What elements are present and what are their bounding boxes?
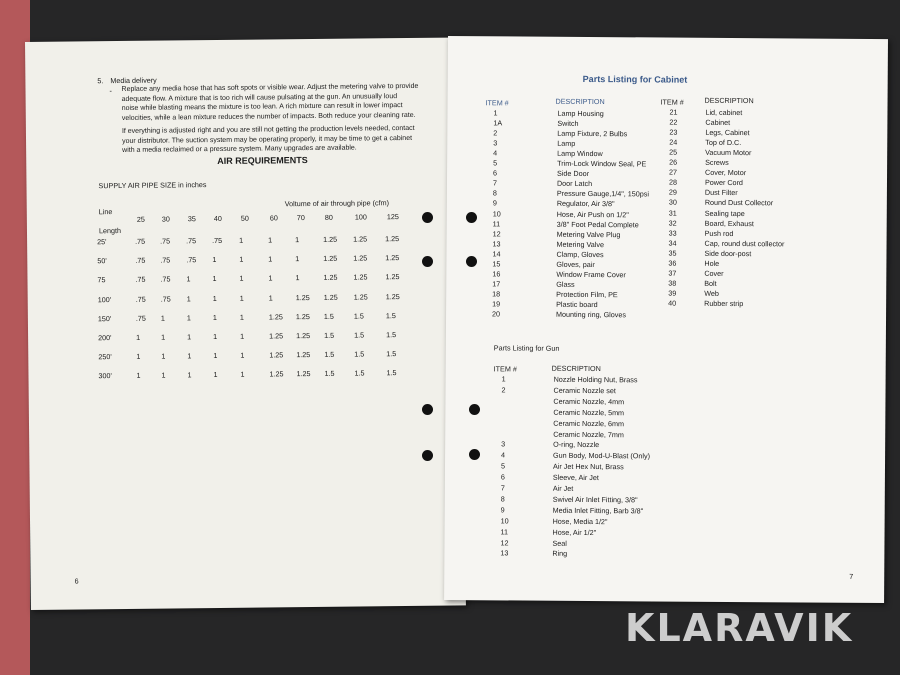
item-description: Glass [556, 279, 575, 289]
upgrade-paragraph [122, 124, 415, 156]
item-description: Ceramic Nozzle, 4mm [553, 396, 625, 407]
pipe-size-cell: 1.25 [269, 369, 284, 379]
cfm-header-cell: 100 [354, 212, 367, 222]
item-number: 1 [501, 374, 506, 384]
item-description: Media Inlet Fitting, Barb 3/8" [552, 505, 644, 516]
pipe-size-cell: .75 [186, 255, 197, 265]
length-label: Length [98, 226, 122, 236]
item-description: Sealing tape [704, 208, 745, 218]
pipe-size-cell: 1.5 [323, 311, 334, 321]
item-description: Top of D.C. [705, 137, 742, 148]
bullet-line: noise while blasting means the mixture is too lean. A rich mixture can result in lower impact [121, 102, 403, 112]
item-number: 39 [668, 288, 677, 298]
pipe-size-cell: 1 [213, 332, 218, 342]
pipe-size-cell: 1 [240, 370, 245, 380]
item-number: 40 [668, 298, 677, 308]
item-description: Swivel Air Inlet Fitting, 3/8" [552, 494, 638, 505]
length-cell: 150' [97, 313, 112, 324]
cabinet-desc-header-right: DESCRIPTION [704, 95, 754, 106]
cabinet-parts-title: Parts Listing for Cabinet [582, 73, 688, 85]
pipe-size-cell: .75 [160, 255, 171, 265]
item-description: Ring [552, 549, 568, 559]
item-number: 34 [668, 238, 677, 248]
cfm-header-cell: 40 [213, 213, 222, 224]
cfm-header-cell: 50 [240, 213, 249, 223]
pipe-size-cell: 1.25 [296, 331, 311, 341]
pipe-size-cell: 1 [239, 274, 244, 284]
pipe-size-cell: 1 [268, 273, 273, 283]
pipe-size-cell: 1.25 [295, 292, 310, 302]
item-description: Vacuum Motor [705, 147, 752, 158]
pipe-size-cell: 1 [268, 254, 273, 264]
item-description: Side door-post [704, 248, 752, 258]
pipe-size-cell: .75 [135, 255, 146, 266]
pipe-size-cell: 1.25 [296, 350, 311, 360]
item-number: 6 [500, 472, 505, 482]
item-description: Lamp Window [557, 148, 603, 159]
pipe-size-cell: 1.25 [296, 369, 311, 379]
item-description: Air Jet Hex Nut, Brass [552, 461, 624, 472]
pipe-size-cell: 1 [187, 370, 192, 380]
pipe-size-cell: 1 [186, 274, 191, 284]
pipe-size-cell: 1 [239, 293, 244, 303]
item-number: 18 [492, 289, 501, 299]
cfm-header-cell: 80 [324, 212, 333, 222]
item-description: Switch [557, 118, 579, 128]
binder-hole [422, 404, 433, 415]
item-number: 31 [668, 208, 677, 218]
item-description: Trim-Lock Window Seal, PE [557, 159, 647, 169]
section-number: 5. [97, 76, 104, 86]
item-description: Nozzle Holding Nut, Brass [553, 374, 638, 385]
pipe-size-cell: 1 [240, 350, 245, 360]
pipe-size-cell: 1 [213, 351, 218, 361]
cfm-header-cell: 30 [161, 214, 170, 224]
pipe-size-cell: 1 [187, 332, 192, 342]
pipe-size-cell: 1.25 [269, 331, 284, 341]
item-number: 7 [492, 178, 498, 188]
bullet-paragraph [121, 82, 418, 123]
item-number: 33 [668, 228, 677, 238]
item-number: 12 [500, 537, 509, 547]
pipe-size-cell: 1 [136, 332, 141, 342]
pipe-size-cell: 1 [186, 313, 191, 323]
pipe-size-cell: 1 [161, 351, 166, 361]
item-number: 28 [668, 177, 678, 187]
pipe-size-cell: 1.25 [295, 311, 310, 321]
pipe-size-cell: 1.25 [269, 350, 284, 360]
item-description: Metering Valve Plug [556, 229, 621, 239]
item-number: 23 [669, 127, 678, 137]
item-description: Seal [552, 538, 567, 548]
pipe-size-cell: 1.25 [323, 273, 338, 283]
item-number: 24 [669, 137, 678, 147]
pipe-size-cell: 1 [136, 351, 141, 362]
item-number: 27 [669, 167, 678, 177]
item-description: Hose, Air 1/2" [552, 527, 597, 537]
item-number: 2 [493, 128, 498, 138]
item-description: Ceramic Nozzle, 6mm [553, 418, 625, 428]
cfm-header-cell: 35 [187, 214, 196, 224]
length-cell: 250' [98, 352, 112, 362]
pipe-size-cell: 1 [268, 235, 273, 245]
paragraph-line: with a media reclaimed or a pressure system. Many upgrades are available. [122, 144, 357, 154]
item-description: Ceramic Nozzle set [553, 385, 616, 396]
pipe-size-cell: 1.25 [268, 312, 283, 322]
length-cell: 100' [97, 294, 112, 304]
left-page [25, 37, 466, 610]
binder-hole [422, 450, 433, 461]
item-description: Hose, Air Push on 1/2" [556, 209, 629, 219]
item-number: 4 [501, 450, 506, 460]
pipe-size-cell: 1.25 [353, 234, 368, 244]
pipe-size-cell: 1.25 [385, 253, 400, 263]
pipe-size-cell: 1.25 [353, 253, 368, 263]
item-number: 1 [493, 108, 498, 118]
item-number: 21 [669, 107, 678, 117]
klaravik-watermark: KLARAVIK [625, 606, 854, 650]
pipe-size-cell: 1.5 [385, 310, 396, 321]
item-number: 9 [492, 198, 497, 208]
item-number: 1A [493, 118, 503, 128]
item-description: Push rod [704, 228, 734, 238]
bullet-line: adequate flow. A mixture that is too rich will cause pulsating at the gun. An unusually loud [121, 92, 398, 103]
item-description: Lamp [557, 138, 576, 149]
item-number: 13 [492, 238, 501, 249]
length-cell: 50' [97, 256, 107, 266]
pipe-size-cell: 1.5 [354, 349, 365, 359]
pipe-size-cell: 1 [239, 235, 244, 245]
cabinet-item-header-left: ITEM # [485, 98, 509, 108]
gun-parts-title: Parts Listing for Gun [493, 343, 560, 353]
bullet-line: Replace any media hose that has soft spots or visible wear. Adjust the metering valve to provide [121, 82, 419, 93]
pipe-size-cell: 1 [239, 254, 244, 264]
item-number: 15 [492, 259, 501, 269]
gun-desc-header: DESCRIPTION [551, 363, 601, 374]
pipe-size-cell: 1.5 [324, 369, 335, 379]
pipe-size-cell: 1 [213, 370, 218, 380]
item-description: Air Jet [552, 483, 574, 493]
item-number: 35 [668, 248, 677, 258]
section-title: Media delivery [110, 75, 157, 86]
item-description: Metering Valve [556, 239, 604, 249]
item-number: 8 [492, 188, 497, 198]
cabinet-desc-header-left: DESCRIPTION [555, 96, 605, 107]
item-number: 11 [492, 218, 501, 228]
item-number: 12 [492, 228, 501, 238]
item-description: Regulator, Air 3/8" [556, 199, 615, 209]
volume-label: Voltume of air through pipe (cfm) [284, 198, 390, 209]
item-description: Clamp, Gloves [556, 249, 604, 259]
pipe-size-cell: 1 [212, 255, 217, 265]
pipe-size-cell: 1.25 [323, 253, 338, 264]
cfm-header-cell: 125 [386, 212, 399, 222]
air-requirements-heading: AIR REQUIREMENTS [217, 155, 308, 166]
item-number: 5 [493, 158, 498, 168]
length-cell: 25' [97, 237, 107, 247]
item-description: Gloves, pair [556, 259, 595, 269]
item-number: 11 [500, 526, 509, 537]
item-number: 6 [493, 168, 498, 178]
item-description: Power Cord [704, 178, 743, 188]
item-number: 9 [500, 505, 505, 515]
page-number-left: 6 [74, 576, 79, 586]
cfm-header-cell: 60 [269, 213, 278, 223]
item-description: Board, Exhaust [704, 218, 754, 228]
bullet-line: velocities, while a lean mixture reduces the number of impacts. Both reduce your cleaning rate. [121, 111, 416, 122]
item-number: 2 [501, 385, 506, 395]
item-number: 14 [492, 249, 501, 259]
item-number: 8 [500, 494, 505, 504]
item-number: 38 [668, 278, 677, 288]
item-description: Lid, cabinet [705, 107, 743, 118]
pipe-size-cell: 1.25 [353, 292, 368, 302]
item-number: 7 [500, 483, 505, 493]
length-cell: 75 [97, 275, 106, 285]
item-description: Door Latch [556, 179, 593, 189]
item-description: Round Dust Collector [704, 198, 774, 208]
item-description: Lamp Fixture, 2 Bulbs [557, 128, 628, 139]
item-number: 10 [500, 516, 509, 526]
pipe-size-cell: 1.25 [385, 272, 400, 282]
bullet-dash: - [109, 86, 112, 96]
length-cell: 200' [98, 333, 112, 343]
item-description: Cap, round dust collector [704, 238, 785, 248]
pipe-size-cell: 1.5 [324, 330, 335, 340]
item-description: Hole [704, 258, 720, 268]
binder-hole [422, 212, 433, 223]
gun-item-header: ITEM # [493, 364, 517, 374]
item-number: 17 [492, 279, 501, 289]
binder-hole [466, 256, 477, 267]
pipe-size-cell: 1 [186, 293, 191, 303]
item-number: 26 [669, 157, 678, 167]
binder-hole [466, 212, 477, 223]
item-description: Protection Film, PE [556, 289, 618, 300]
item-description: Lamp Housing [557, 108, 604, 119]
item-description: Cover, Motor [705, 168, 747, 178]
item-number: 19 [492, 299, 501, 309]
binder-hole [469, 449, 480, 460]
item-description: Pressure Gauge,1/4", 150psi [556, 189, 649, 199]
item-number: 10 [492, 208, 501, 218]
item-description: Legs, Cabinet [705, 127, 750, 138]
pipe-size-cell: .75 [212, 235, 223, 246]
paragraph-line: If everything is adjusted right and you are still not getting the production levels needed, contact [121, 124, 415, 135]
pipe-size-cell: 1 [239, 312, 244, 322]
item-number: 13 [500, 548, 509, 558]
item-description: Plastic board [556, 299, 598, 309]
pipe-size-cell: 1 [295, 235, 300, 245]
pipe-size-cell: 1.25 [385, 291, 400, 301]
cfm-header-cell: 70 [296, 213, 305, 223]
item-number: 3 [493, 138, 498, 148]
pipe-size-cell: .75 [135, 294, 146, 304]
item-description: Gun Body, Mod-U-Blast (Only) [553, 451, 651, 461]
page-number-right: 7 [849, 571, 854, 581]
pipe-size-cell: 1 [136, 371, 141, 381]
pipe-size-cell: 1 [268, 293, 273, 303]
paragraph-line: your distributor. The suction system may be operating properly, it may be time to get a cabinet [122, 134, 413, 145]
pipe-size-cell: 1.25 [385, 234, 400, 244]
pipe-size-cell: 1.5 [354, 330, 365, 340]
pipe-size-cell: 1.5 [386, 368, 397, 378]
item-description: 3/8" Foot Pedal Complete [556, 219, 639, 229]
pipe-size-cell: 1 [187, 351, 192, 361]
pipe-size-cell: 1.5 [354, 368, 365, 378]
right-page [444, 36, 888, 603]
item-description: Bolt [704, 278, 717, 288]
item-description: Hose, Media 1/2" [552, 516, 608, 526]
item-description: O-ring, Nozzle [553, 440, 600, 450]
pipe-size-cell: .75 [135, 236, 146, 246]
cabinet-item-header-right: ITEM # [660, 97, 684, 107]
pipe-size-cell: 1.25 [323, 234, 338, 244]
item-description: Cabinet [705, 117, 731, 128]
item-number: 29 [668, 187, 677, 197]
pipe-size-cell: 1 [212, 293, 217, 303]
pipe-size-cell: 1.5 [324, 349, 335, 360]
cfm-header-cell: 25 [136, 214, 145, 224]
item-number: 30 [668, 197, 677, 208]
pipe-size-cell: 1 [295, 273, 300, 283]
item-description: Screws [705, 158, 729, 168]
binder-hole [422, 256, 433, 267]
pipe-size-cell: 1 [240, 331, 245, 341]
pipe-size-cell: .75 [160, 294, 171, 304]
item-number: 4 [493, 148, 498, 158]
pipe-size-cell: 1 [160, 313, 165, 323]
pipe-size-cell: .75 [186, 236, 197, 246]
supply-pipe-subheading: SUPPLY AIR PIPE SIZE in inches [98, 180, 207, 191]
item-description: Rubber strip [704, 298, 744, 309]
item-number: 20 [492, 309, 501, 319]
pipe-size-cell: 1 [295, 254, 300, 264]
pipe-size-cell: 1.5 [386, 349, 397, 359]
item-number: 22 [669, 117, 678, 127]
item-number: 25 [669, 147, 678, 157]
pipe-size-cell: 1 [161, 332, 166, 342]
length-cell: 300' [98, 371, 112, 381]
pipe-size-cell: 1.5 [386, 330, 397, 340]
item-description: Sleeve, Air Jet [552, 472, 599, 483]
item-number: 32 [668, 218, 677, 228]
item-number: 36 [668, 258, 677, 268]
item-number: 16 [492, 269, 501, 279]
pipe-size-cell: .75 [160, 236, 171, 246]
item-number: 3 [501, 439, 506, 449]
pipe-size-cell: .75 [135, 313, 146, 323]
item-description: Ceramic Nozzle, 7mm [553, 429, 624, 439]
item-description: Cover [704, 268, 724, 278]
item-description: Web [704, 288, 719, 298]
line-label: Line [98, 207, 113, 217]
item-description: Side Door [557, 169, 590, 179]
binder-hole [469, 404, 480, 415]
pipe-size-cell: 1.25 [323, 292, 338, 302]
item-number: 5 [500, 461, 506, 471]
pipe-size-cell: 1.5 [353, 311, 364, 321]
pipe-size-cell: 1 [161, 370, 166, 380]
pipe-size-cell: .75 [135, 275, 146, 285]
item-description: Dust Filter [704, 188, 738, 198]
item-description: Ceramic Nozzle, 5mm [553, 407, 625, 417]
item-number: 37 [668, 268, 677, 278]
pipe-size-cell: .75 [160, 274, 171, 284]
pipe-size-cell: 1 [212, 312, 217, 322]
item-description: Window Frame Cover [556, 269, 626, 280]
item-description: Mounting ring, Gloves [556, 309, 627, 320]
pipe-size-cell: 1 [212, 274, 217, 284]
pipe-size-cell: 1.25 [353, 272, 368, 282]
